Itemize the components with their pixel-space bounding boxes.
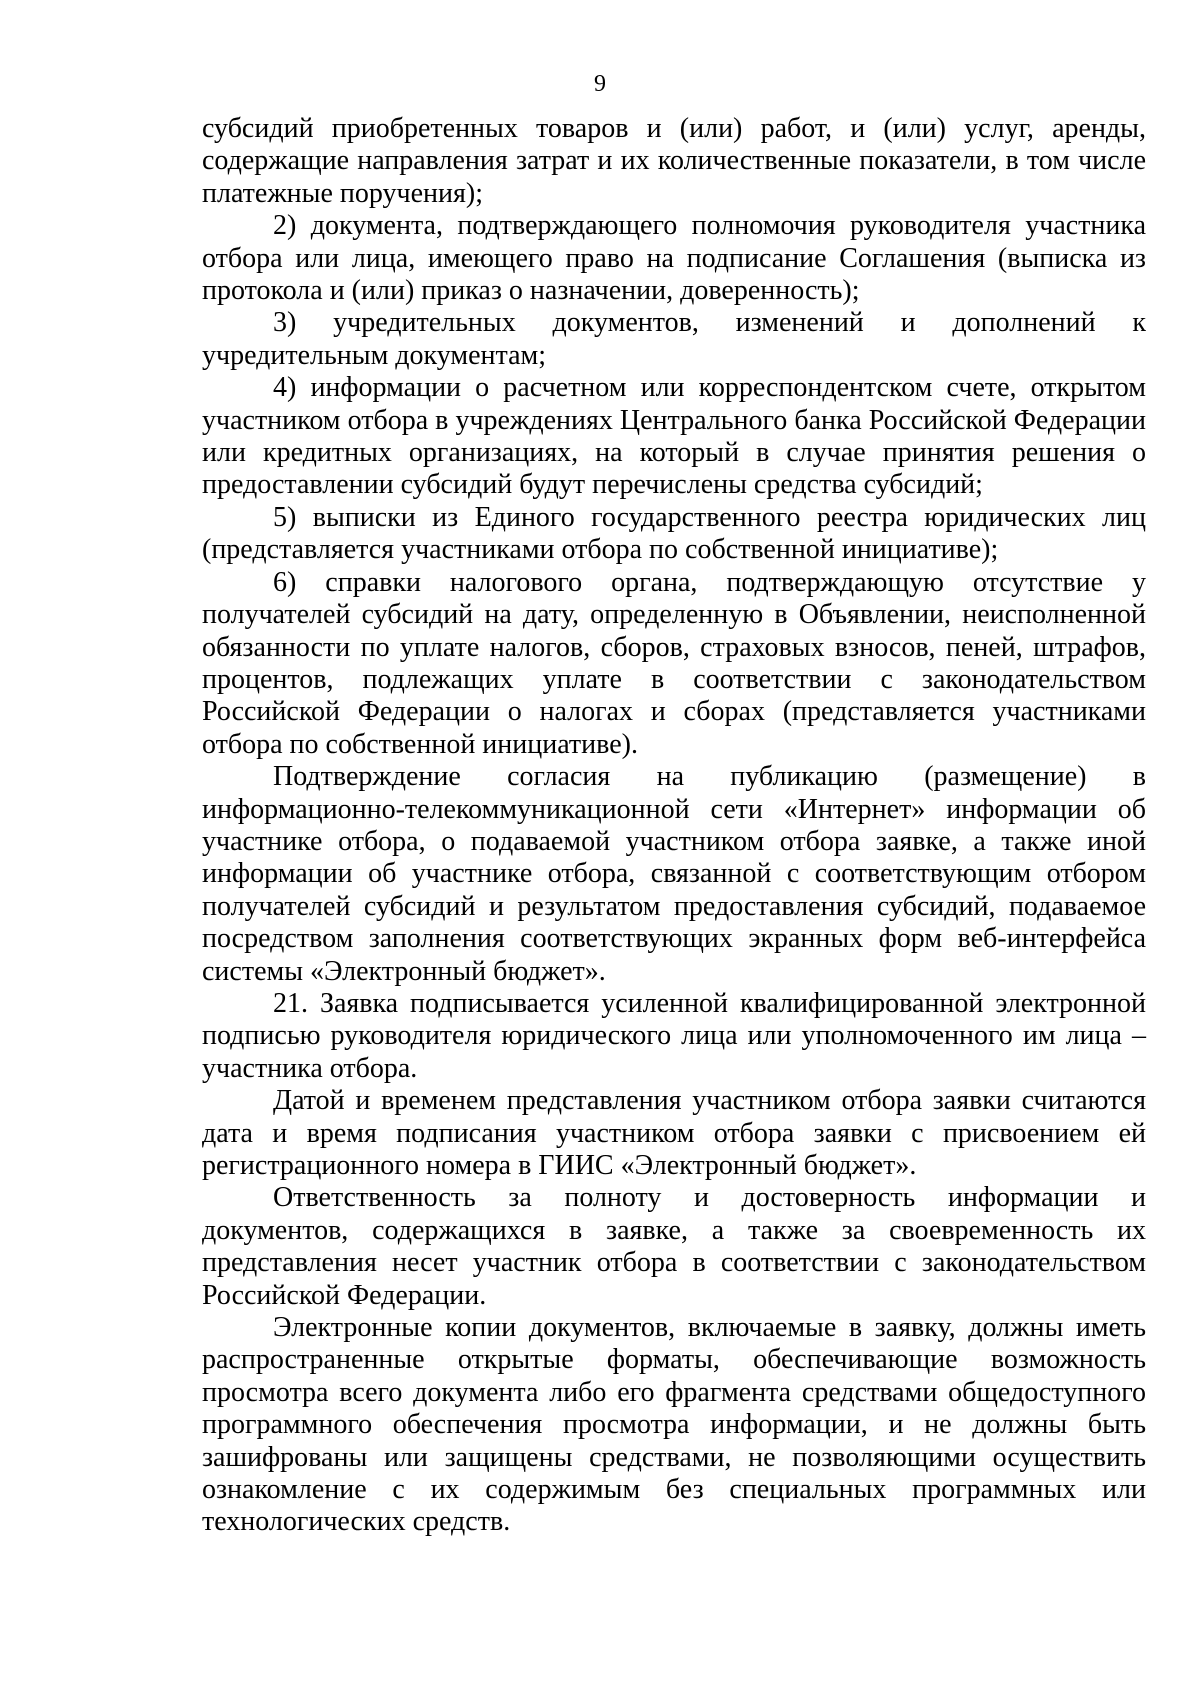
page-number: 9 (594, 71, 606, 97)
paragraph-7: Подтверждение согласия на публикацию (размещение) в информационно-телекоммуникационной сети «Интернет» информации об участнике отбора, о подаваемой участником отбора заявке, а также иной информации об участнике отбора, связанной с соответствующим отбором получателей субсидий и результатом предоставления субсидий, подаваемое посредством заполнения соответствующих экранных форм веб-интерфейса системы «Электронный бюджет». (202, 761, 1146, 987)
paragraph-9: Датой и временем представления участником отбора заявки считаются дата и время подписания участником отбора заявки с присвоением ей регистрационного номера в ГИИС «Электронный бюджет». (202, 1085, 1146, 1181)
paragraph-6: 6) справки налогового органа, подтверждающую отсутствие у получателей субсидий на дату, определенную в Объявлении, неисполненной обязанности по уплате налогов, сборов, страховых взносов, пеней, штрафов, процентов, подлежащих уплате в соответствии с законодательством Российской Федерации о налогах и сборах (представляется участниками отбора по собственной инициативе). (202, 566, 1146, 760)
paragraph-8: 21. Заявка подписывается усиленной квалифицированной электронной подписью руководителя юридического лица или уполномоченного им лица – участника отбора. (202, 987, 1146, 1084)
document-body (202, 113, 1146, 1539)
paragraph-10: Ответственность за полноту и достоверность информации и документов, содержащихся в заявке, а также за своевременность их представления несет участник отбора в соответствии с законодательством Российской Федерации. (202, 1182, 1146, 1311)
paragraph-11: Электронные копии документов, включаемые в заявку, должны иметь распространенные открытые форматы, обеспечивающие возможность просмотра всего документа либо его фрагмента средствами общедоступного программного обеспечения просмотра информации, и не должны быть зашифрованы или защищены средствами, не позволяющими осуществить ознакомление с их содержимым без специальных программных или технологических средств. (202, 1312, 1146, 1538)
paragraph-1: субсидий приобретенных товаров и (или) работ, и (или) услуг, аренды, содержащие направления затрат и их количественные показатели, в том числе платежные поручения); (202, 113, 1146, 209)
paragraph-5: 5) выписки из Единого государственного реестра юридических лиц (представляется участниками отбора по собственной инициативе); (202, 501, 1146, 566)
paragraph-3: 3) учредительных документов, изменений и дополнений к учредительным документам; (202, 307, 1146, 371)
paragraph-2: 2) документа, подтверждающего полномочия руководителя участника отбора или лица, имеющего право на подписание Соглашения (выписка из протокола и (или) приказ о назначении, доверенность); (202, 210, 1146, 307)
paragraph-4: 4) информации о расчетном или корреспондентском счете, открытом участником отбора в учреждениях Центрального банка Российской Федерации или кредитных организациях, на который в случае принятия решения о предоставлении субсидий будут перечислены средства субсидий; (202, 372, 1146, 501)
